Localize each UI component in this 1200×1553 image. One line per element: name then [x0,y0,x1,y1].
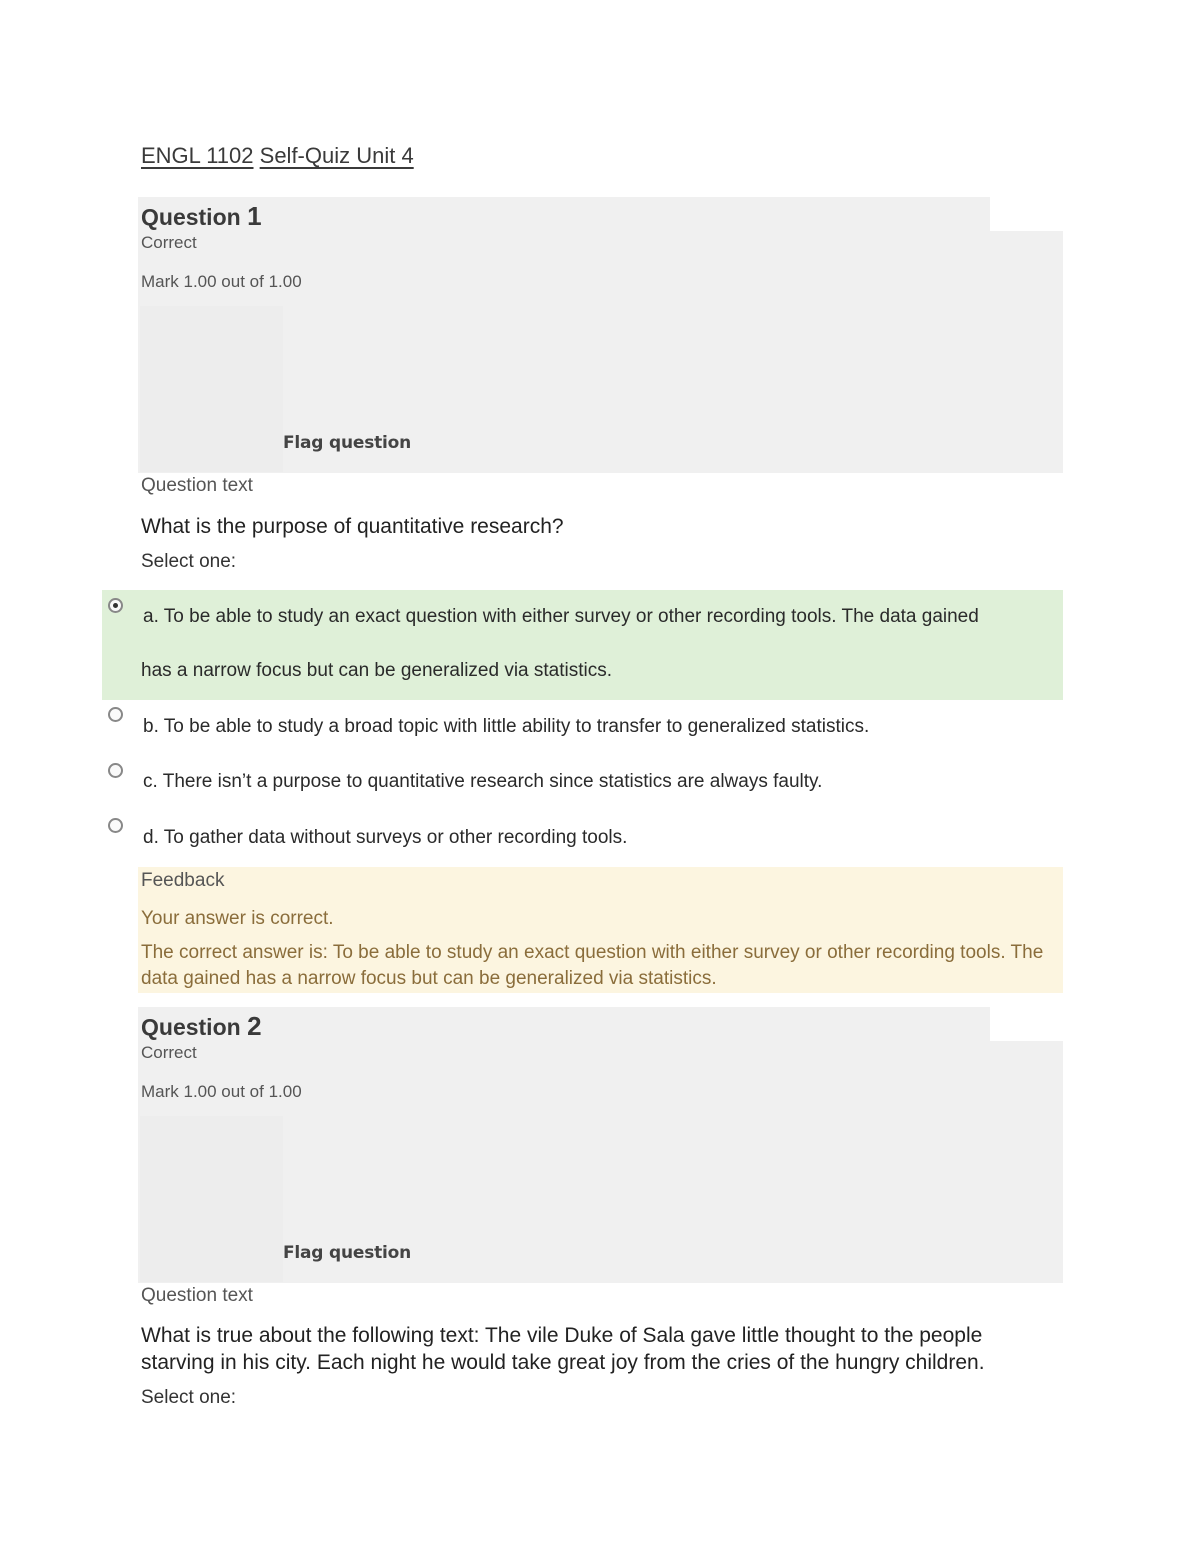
q1-option-c-radio[interactable] [108,763,123,778]
q2-question-text: What is true about the following text: The vile Duke of Sala gave little thought to the people starving in his city. Each night he would take great joy from the cries of the hungry children. [141,1324,985,1374]
q2-select-one: Select one: [141,1387,237,1408]
q2-info-header [138,1007,990,1043]
q1-flag-question[interactable]: Flag question [283,433,412,453]
q1-flag-area [140,306,283,472]
q1-option-d[interactable]: d. To gather data without surveys or other recording tools. [143,827,628,848]
q1-feedback-correct: Your answer is correct. [141,908,334,929]
q1-mark: Mark 1.00 out of 1.00 [141,272,302,291]
q2-heading: Question 2 [141,1011,262,1041]
q1-heading: Question 1 [141,201,262,231]
course-link[interactable]: ENGL 1102 [141,143,254,168]
q1-option-c[interactable]: c. There isn’t a purpose to quantitative research since statistics are always faulty. [143,771,823,792]
quiz-link[interactable]: Self-Quiz Unit 4 [259,143,414,168]
q1-feedback-answer: The correct answer is: To be able to study an exact question with either survey or other recording tools. The data gained has a narrow focus but can be generalized via statistics. [141,942,1044,989]
q1-option-b[interactable]: b. To be able to study a broad topic with little ability to transfer to generalized statistics. [143,716,870,737]
q1-text-label: Question text [141,475,253,496]
q2-mark: Mark 1.00 out of 1.00 [141,1082,302,1101]
q2-text-label: Question text [141,1285,253,1306]
q2-flag-question[interactable]: Flag question [283,1243,412,1263]
document-title [141,143,414,169]
q1-info-header [138,197,990,233]
q1-question-text: What is the purpose of quantitative research? [141,515,564,538]
q1-option-a-line2[interactable]: has a narrow focus but can be generalized via statistics. [141,660,613,681]
q1-option-d-radio[interactable] [108,818,123,833]
q2-flag-area [140,1116,283,1282]
q1-state: Correct [141,233,197,252]
q2-state: Correct [141,1043,197,1062]
q1-select-one: Select one: [141,551,237,572]
q1-option-a-line1[interactable]: a. To be able to study an exact question with either survey or other recording tools. The data gained [143,606,979,627]
q1-option-b-radio[interactable] [108,707,123,722]
q1-feedback-label: Feedback [141,870,225,891]
q1-option-a-radio[interactable] [108,598,123,613]
